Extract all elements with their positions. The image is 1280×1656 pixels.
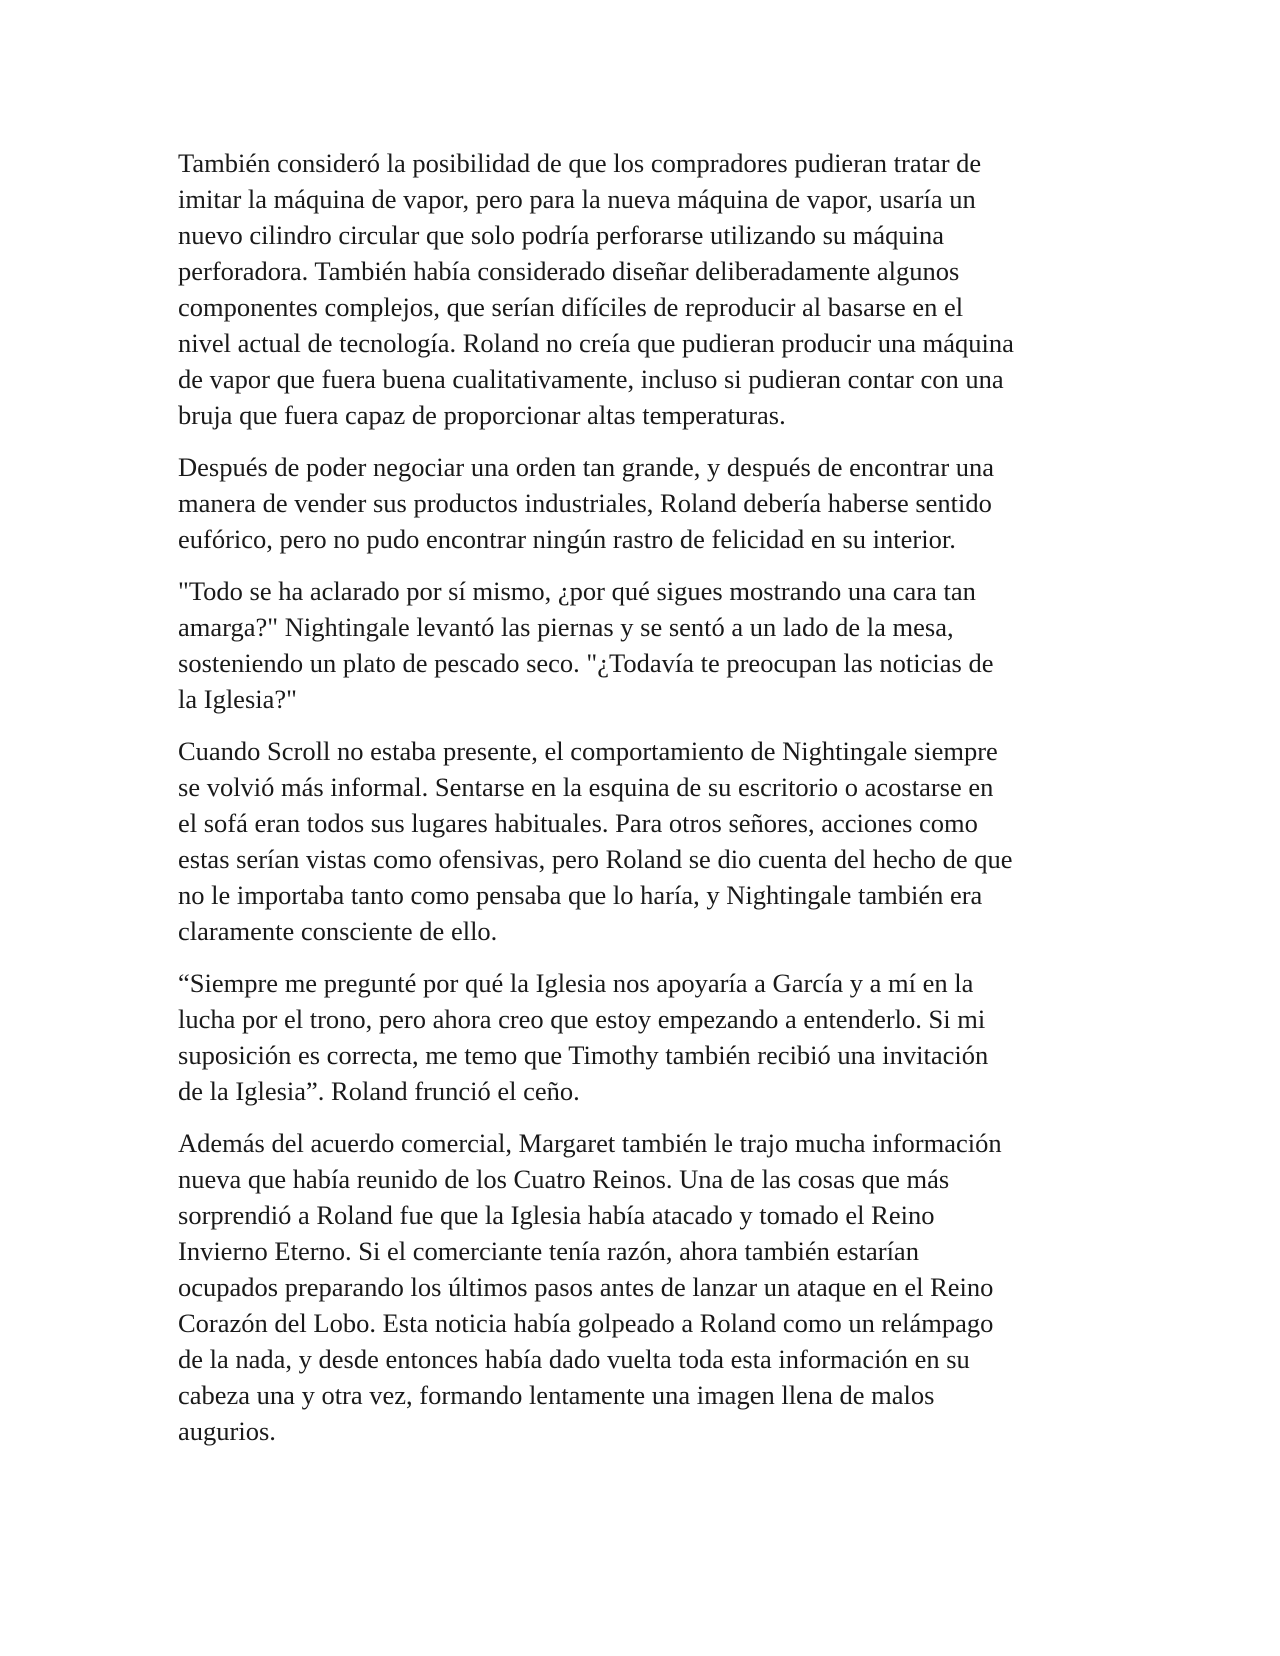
text-line: Después de poder negociar una orden tan grande, y después de encontrar una	[178, 452, 995, 482]
text-line: de la nada, y desde entonces había dado vuelta toda esta información en su	[178, 1344, 970, 1374]
text-line: nueva que había reunido de los Cuatro Reinos. Una de las cosas que más	[178, 1164, 950, 1194]
text-line: sorprendió a Roland fue que la Iglesia había atacado y tomado el Reino	[178, 1200, 935, 1230]
text-line: "Todo se ha aclarado por sí mismo, ¿por qué sigues mostrando una cara tan	[178, 576, 976, 606]
text-line: se volvió más informal. Sentarse en la esquina de su escritorio o acostarse en	[178, 772, 994, 802]
text-line: “Siempre me pregunté por qué la Iglesia nos apoyaría a García y a mí en la	[178, 968, 974, 998]
text-line: nuevo cilindro circular que solo podría perforarse utilizando su máquina	[178, 220, 945, 250]
text-line: lucha por el trono, pero ahora creo que estoy empezando a entenderlo. Si mi	[178, 1004, 986, 1034]
text-line: imitar la máquina de vapor, pero para la nueva máquina de vapor, usaría un	[178, 184, 976, 214]
text-line: el sofá eran todos sus lugares habituales. Para otros señores, acciones como	[178, 808, 978, 838]
text-line: Además del acuerdo comercial, Margaret también le trajo mucha información	[178, 1128, 1002, 1158]
document-body	[178, 145, 1108, 1465]
text-line: de la Iglesia”. Roland frunció el ceño.	[178, 1076, 580, 1106]
text-line: amarga?" Nightingale levantó las piernas y se sentó a un lado de la mesa,	[178, 612, 954, 642]
text-line: sosteniendo un plato de pescado seco. "¿Todavía te preocupan las noticias de	[178, 648, 994, 678]
text-line: cabeza una y otra vez, formando lentamente una imagen llena de malos	[178, 1380, 935, 1410]
paragraph-5	[178, 965, 1108, 1109]
paragraph-6	[178, 1125, 1108, 1449]
paragraph-3	[178, 573, 1108, 717]
text-line: no le importaba tanto como pensaba que lo haría, y Nightingale también era	[178, 880, 983, 910]
text-line: componentes complejos, que serían difíciles de reproducir al basarse en el	[178, 292, 964, 322]
text-line: También consideró la posibilidad de que los compradores pudieran tratar de	[178, 148, 982, 178]
text-line: suposición es correcta, me temo que Timothy también recibió una invitación	[178, 1040, 989, 1070]
text-line: perforadora. También había considerado diseñar deliberadamente algunos	[178, 256, 960, 286]
text-line: eufórico, pero no pudo encontrar ningún rastro de felicidad en su interior.	[178, 524, 956, 554]
text-line: estas serían vistas como ofensivas, pero Roland se dio cuenta del hecho de que	[178, 844, 1013, 874]
text-line: nivel actual de tecnología. Roland no creía que pudieran producir una máquina	[178, 328, 1014, 358]
text-line: Cuando Scroll no estaba presente, el comportamiento de Nightingale siempre	[178, 736, 998, 766]
paragraph-2	[178, 449, 1108, 557]
text-line: de vapor que fuera buena cualitativamente, incluso si pudieran contar con una	[178, 364, 1004, 394]
text-line: Invierno Eterno. Si el comerciante tenía razón, ahora también estarían	[178, 1236, 919, 1266]
text-line: ocupados preparando los últimos pasos antes de lanzar un ataque en el Reino	[178, 1272, 994, 1302]
text-line: bruja que fuera capaz de proporcionar altas temperaturas.	[178, 400, 786, 430]
text-line: la Iglesia?"	[178, 684, 297, 714]
paragraph-4	[178, 733, 1108, 949]
text-line: Corazón del Lobo. Esta noticia había golpeado a Roland como un relámpago	[178, 1308, 994, 1338]
paragraph-1	[178, 145, 1108, 433]
text-line: manera de vender sus productos industriales, Roland debería haberse sentido	[178, 488, 992, 518]
text-line: claramente consciente de ello.	[178, 916, 498, 946]
text-line: augurios.	[178, 1416, 276, 1446]
